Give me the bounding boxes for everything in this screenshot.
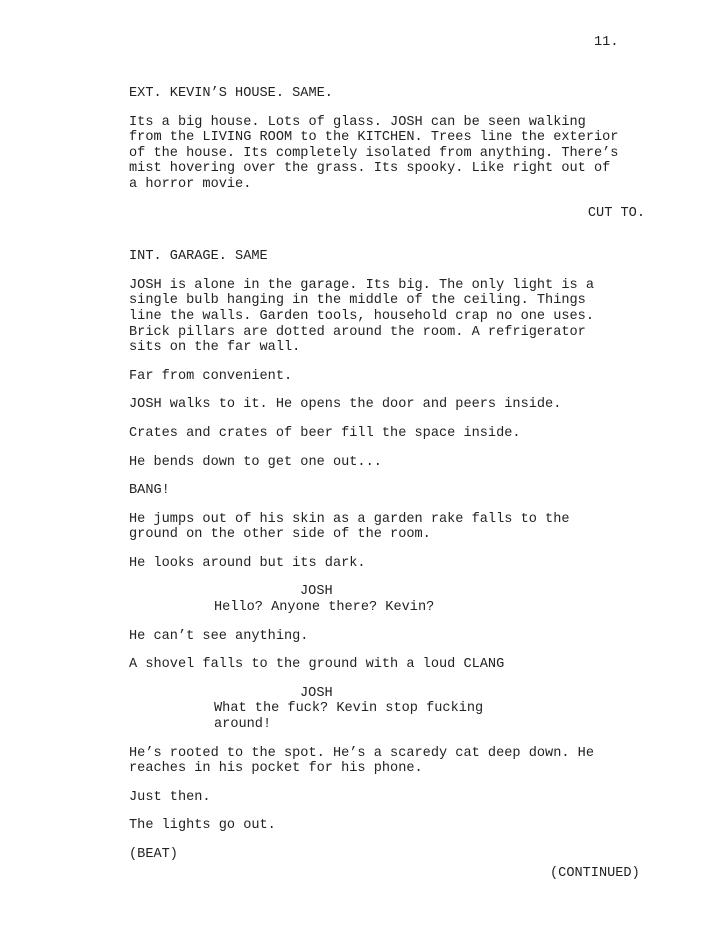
action-paragraph: He jumps out of his skin as a garden rake falls to the ground on the other side of the room. xyxy=(129,511,570,543)
action-paragraph: BANG! xyxy=(129,483,170,499)
script-content xyxy=(129,86,645,876)
dialogue-line: What the fuck? Kevin stop fucking around! xyxy=(214,701,484,733)
action-paragraph: JOSH is alone in the garage. Its big. The only light is a single bulb hanging in the middle of the ceiling. Things line the walls. Garden tools, household crap no one uses. Brick pillars are dotted around the room. A refrigerator sits on the far wall. xyxy=(129,277,594,356)
action-paragraph: (BEAT) xyxy=(129,847,178,862)
action-paragraph: The lights go out. xyxy=(129,818,276,834)
continued-marker: (CONTINUED) xyxy=(550,866,640,881)
transition: CUT TO. xyxy=(587,205,645,221)
action-paragraph: A shovel falls to the ground with a loud CLANG xyxy=(129,657,505,673)
action-paragraph: Its a big house. Lots of glass. JOSH can be seen walking from the LIVING ROOM to the KITCHEN. Trees line the exterior of the house. Its completely isolated from anything. There’s mist hovering over the grass. Its spooky. Like right out of a horror movie. xyxy=(129,114,619,192)
action-paragraph: Far from convenient. xyxy=(129,368,293,384)
scene-heading: EXT. KEVIN’S HOUSE. SAME. xyxy=(129,86,333,101)
page-number: 11. xyxy=(594,35,619,50)
action-paragraph: He bends down to get one out... xyxy=(129,454,382,470)
action-paragraph: He can’t see anything. xyxy=(129,628,309,644)
action-paragraph: He looks around but its dark. xyxy=(129,555,366,571)
action-paragraph: Just then. xyxy=(129,789,211,805)
action-paragraph: JOSH walks to it. He opens the door and peers inside. xyxy=(129,397,562,413)
action-paragraph: Crates and crates of beer fill the space inside. xyxy=(129,425,521,441)
character-name: JOSH xyxy=(300,685,333,701)
dialogue-block xyxy=(129,584,645,615)
dialogue-block xyxy=(129,686,645,733)
scene-heading: INT. GARAGE. SAME xyxy=(129,249,268,265)
character-name: JOSH xyxy=(300,584,333,600)
dialogue-line: Hello? Anyone there? Kevin? xyxy=(214,600,435,616)
action-paragraph: He’s rooted to the spot. He’s a scaredy cat deep down. He reaches in his pocket for his phone. xyxy=(129,745,594,777)
